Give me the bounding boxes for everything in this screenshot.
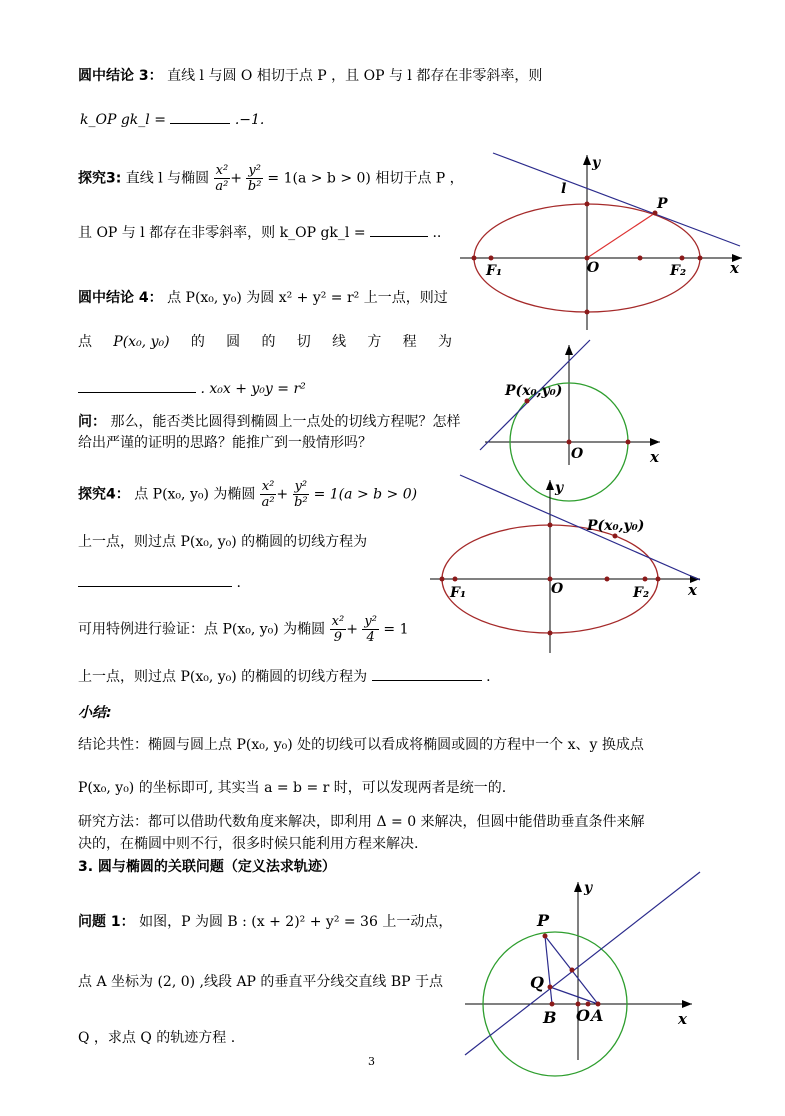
s3-word: 方 xyxy=(367,334,382,350)
s2-pre: 直线 l 与椭圆 xyxy=(125,170,210,187)
point-f1 xyxy=(453,577,458,582)
s4-eq: = 1(a > b > 0) xyxy=(313,486,418,503)
point xyxy=(626,440,631,445)
label-p: P xyxy=(537,911,550,930)
p1-label: 问题 1： xyxy=(78,914,135,930)
s2-answer-blank[interactable] xyxy=(370,222,428,237)
tangent-line xyxy=(493,153,740,246)
y-arrow-icon xyxy=(574,882,582,892)
label-o: O xyxy=(576,1006,590,1025)
s3-word: 为 xyxy=(437,334,452,350)
label-x: x xyxy=(678,1010,687,1028)
label-x: x xyxy=(730,259,739,277)
s3-word: 的 xyxy=(190,334,205,350)
point-f2 xyxy=(680,256,685,261)
p1-l2: 点 A 坐标为 (2, 0) ,线段 AP 的垂直平分线交直线 BP 于点 xyxy=(78,974,444,990)
p1-l1: 如图，P 为圆 B : (x + 2)² + y² = 36 上一动点， xyxy=(139,914,453,930)
point xyxy=(656,577,661,582)
s3-word: P(x₀, y₀) xyxy=(113,334,170,350)
s2-eq: = 1(a > b > 0) 相切于点 P ， xyxy=(267,170,464,187)
point xyxy=(698,256,703,261)
label-p: P xyxy=(657,196,668,212)
s3-row3 xyxy=(78,378,306,399)
s5-pre: 可用特例进行验证：点 P(x₀, y₀) 为椭圆 xyxy=(78,621,326,638)
s1-text: 直线 l 与圆 O 相切于点 P ，且 OP 与 l 都存在非零斜率，则 xyxy=(167,68,543,84)
s5-frac-y: $\frac{\text{y²}}{4}$ xyxy=(364,614,377,645)
s4-frac-x: $\frac{\text{x²}}{\text{a²}}$ xyxy=(261,479,275,510)
s3-word: 切 xyxy=(296,334,311,350)
label-o: O xyxy=(551,581,564,597)
label-y: y xyxy=(592,155,601,171)
s3-label: 圆中结论 4： xyxy=(78,290,163,306)
q-label: 问： xyxy=(78,414,106,430)
summary-l3: 研究方法：都可以借助代数角度来解决，即利用 Δ = 0 来解决，但圆中能借助垂直条件来解 xyxy=(78,814,645,830)
summary-l4: 决的，在椭圆中则不行，很多时候只能利用方程来解决. xyxy=(78,836,419,852)
q-line1: 那么，能否类比圆得到椭圆上一点处的切线方程呢？怎样 xyxy=(110,414,461,430)
point-b xyxy=(550,1002,555,1007)
point xyxy=(638,256,643,261)
point-q xyxy=(548,985,553,990)
point xyxy=(605,577,610,582)
section-heading: 3. 圆与椭圆的关联问题（定义法求轨迹） xyxy=(78,859,336,875)
s4-line2: 上一点，则过点 P(x₀, y₀) 的椭圆的切线方程为 xyxy=(78,534,368,550)
label-l: l xyxy=(561,181,567,197)
s4-row3 xyxy=(78,572,241,593)
perpendicular-bisector xyxy=(465,872,700,1055)
s1-answer-blank[interactable] xyxy=(170,109,230,124)
label-f1: F₁ xyxy=(450,585,467,601)
s2-row: 探究3: 直线 l 与椭圆 $\frac{\text{x²}}{\text{a²}}$ + $\frac{\text{y²}}{\text{b²}}$ = 1(a > b > 0) 相切于点 P ， xyxy=(78,163,464,194)
s4-label: 探究4： xyxy=(78,486,130,503)
tangent-line xyxy=(460,475,700,580)
q-line2: 给出严谨的证明的思路？能推广到一般情形吗？ xyxy=(78,435,372,451)
label-f1: F₁ xyxy=(486,263,503,279)
label-f2: F₂ xyxy=(670,263,687,279)
s1-formula: k_OP gk_l = xyxy=(80,112,166,128)
point xyxy=(548,523,553,528)
point-p xyxy=(525,399,530,404)
label-p: P(x₀,y₀) xyxy=(505,383,563,399)
s5-tail: . xyxy=(486,669,491,685)
label-o: O xyxy=(587,260,600,276)
point-o xyxy=(567,440,572,445)
point-f2 xyxy=(643,577,648,582)
s5-frac-x: $\frac{\text{x²}}{9}$ xyxy=(331,614,345,645)
y-arrow-icon xyxy=(565,345,573,355)
point-midpoint xyxy=(570,968,575,973)
s3-word: 线 xyxy=(332,334,347,350)
point xyxy=(585,310,590,315)
s2-frac-x: $\frac{\text{x²}}{\text{a²}}$ xyxy=(215,163,229,194)
label-b: B xyxy=(543,1008,557,1027)
point-p xyxy=(543,934,548,939)
figure-ellipse-point-tangent xyxy=(425,475,710,655)
s3-word: 圆 xyxy=(226,334,241,350)
s3-answer-blank[interactable] xyxy=(78,378,196,393)
point xyxy=(440,577,445,582)
label-x: x xyxy=(650,448,659,466)
s3-text: 点 P(x₀, y₀) 为圆 x² + y² = r² 上一点，则过 xyxy=(167,290,448,306)
p1-row1 xyxy=(78,912,452,932)
s4-pre: 点 P(x₀, y₀) 为椭圆 xyxy=(134,486,256,503)
s2-row2 xyxy=(78,222,441,243)
s2-label: 探究3: xyxy=(78,170,122,187)
s4-row: 探究4： 点 P(x₀, y₀) 为椭圆 $\frac{\text{x²}}{\text{a²}}$ + $\frac{\text{y²}}{\text{b²}}$ = 1(a > b > 0) xyxy=(78,479,418,510)
q-row1 xyxy=(78,412,460,432)
label-x: x xyxy=(688,581,697,599)
s1-row xyxy=(78,66,542,86)
point-p xyxy=(613,534,618,539)
label-f2: F₂ xyxy=(633,585,650,601)
label-q: Q xyxy=(530,973,544,992)
s5-row2 xyxy=(78,666,491,687)
x-arrow-icon xyxy=(682,1000,692,1008)
s3-answer: . x₀x + y₀y = r² xyxy=(200,381,306,397)
figure-circle-locus xyxy=(460,870,705,1060)
radius-op xyxy=(587,213,655,258)
figure-circle-tangent xyxy=(480,340,670,465)
s5-eq: = 1 xyxy=(383,621,409,638)
label-p: P(x₀,y₀) xyxy=(587,518,645,534)
s4-tail: . xyxy=(236,575,241,591)
s1-label: 圆中结论 3： xyxy=(78,68,163,84)
summary-l1: 结论共性：椭圆与圆上点 P(x₀, y₀) 处的切线可以看成将椭圆或圆的方程中一个 x、y 换成点 xyxy=(78,737,644,753)
s1-tail: .−1. xyxy=(234,112,265,128)
s3-word: 程 xyxy=(402,334,417,350)
s5-row: 可用特例进行验证：点 P(x₀, y₀) 为椭圆 $\frac{\text{x²}}{9}$ + $\frac{\text{y²}}{4}$ = 1 xyxy=(78,614,409,645)
s4-answer-blank[interactable] xyxy=(78,572,232,587)
summary-label: 小结: xyxy=(78,705,112,721)
label-y: y xyxy=(555,480,564,496)
label-a: A xyxy=(591,1006,604,1025)
p1-l3: Q ，求点 Q 的轨迹方程 . xyxy=(78,1030,236,1046)
y-arrow-icon xyxy=(583,155,591,165)
s2-frac-y: $\frac{\text{y²}}{\text{b²}}$ xyxy=(247,163,262,194)
s2-line2: 且 OP 与 l 都存在非零斜率，则 k_OP gk_l = xyxy=(78,225,366,241)
summary-l2: P(x₀, y₀) 的坐标即可, 其实当 a = b = r 时，可以发现两者是统一的. xyxy=(78,780,507,796)
s3-word: 点 xyxy=(78,334,92,350)
point xyxy=(472,256,477,261)
s4-frac-y: $\frac{\text{y²}}{\text{b²}}$ xyxy=(294,479,308,510)
s3-row2 xyxy=(78,332,452,352)
page-number: 3 xyxy=(368,1055,375,1068)
point-f1 xyxy=(489,256,494,261)
x-arrow-icon xyxy=(650,438,660,446)
segment-bp xyxy=(545,936,552,1004)
label-o: O xyxy=(571,446,584,462)
s3-row xyxy=(78,288,448,308)
point xyxy=(585,202,590,207)
s5-answer-blank[interactable] xyxy=(372,666,482,681)
s1-formula-row xyxy=(80,109,264,130)
s2-tail: .. xyxy=(432,225,442,241)
point xyxy=(548,631,553,636)
y-arrow-icon xyxy=(546,480,554,490)
s3-word: 的 xyxy=(261,334,276,350)
figure-ellipse-tangent xyxy=(460,145,750,335)
s5-line2: 上一点，则过点 P(x₀, y₀) 的椭圆的切线方程为 xyxy=(78,669,368,685)
label-y: y xyxy=(584,880,593,896)
